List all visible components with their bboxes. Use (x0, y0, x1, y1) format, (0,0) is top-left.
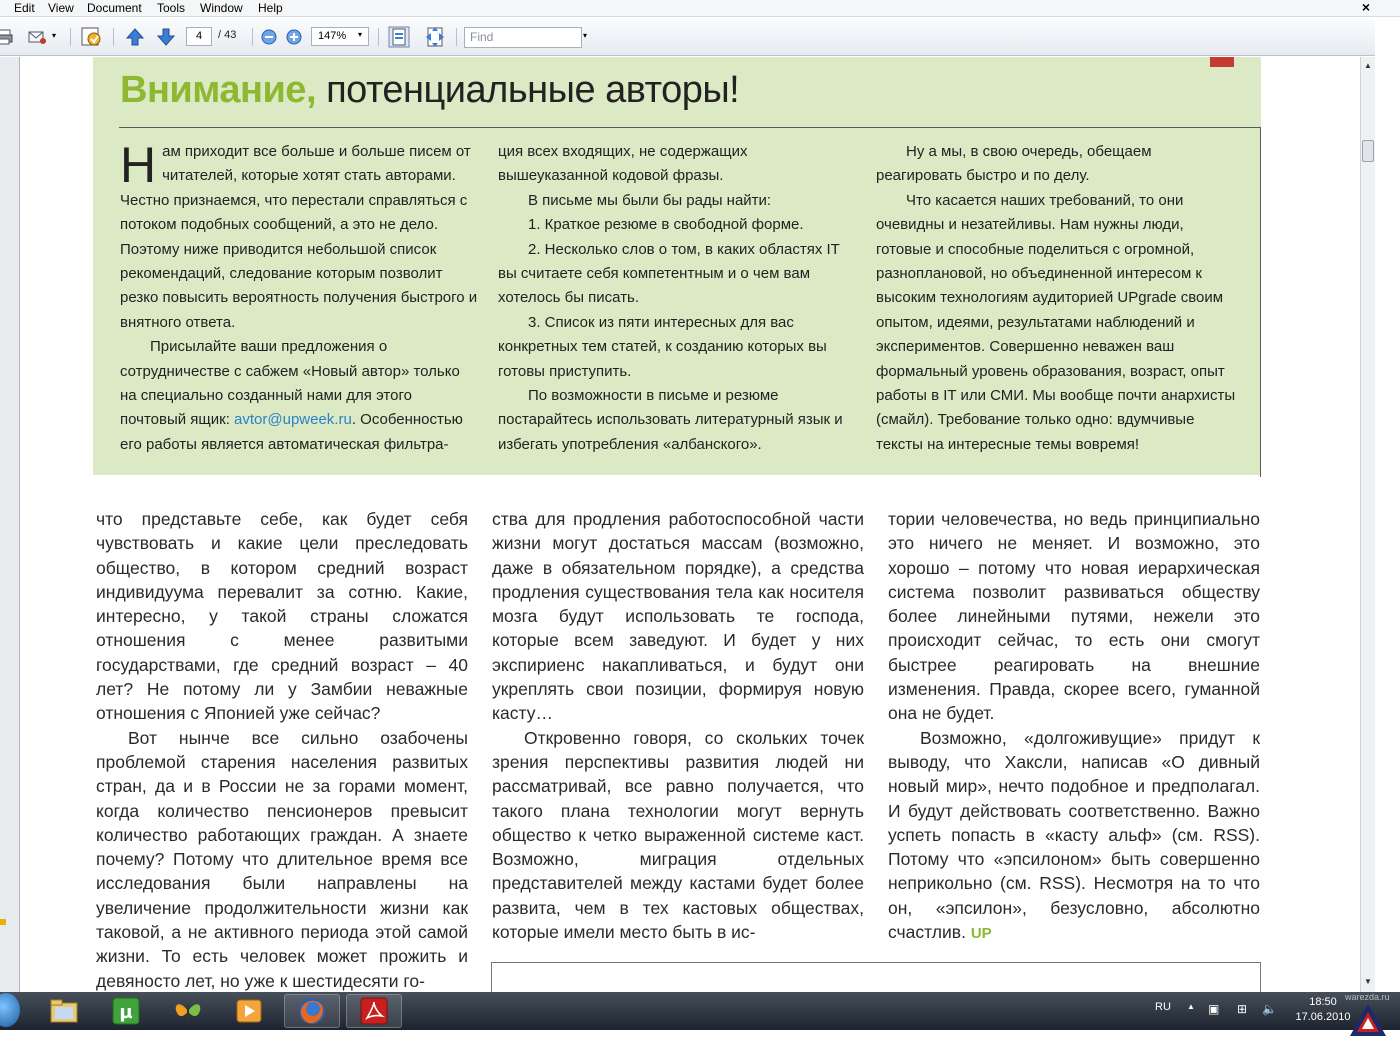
menu-view[interactable]: View (48, 1, 74, 15)
scroll-down-icon[interactable]: ▼ (1364, 977, 1372, 986)
separator (252, 28, 253, 46)
headline-text: потенциальные авторы! (316, 69, 740, 111)
zoom-dropdown-icon[interactable]: ▾ (358, 30, 363, 39)
scroll-up-icon[interactable]: ▲ (1364, 61, 1372, 70)
drop-cap: Н (120, 137, 157, 193)
taskbar (0, 992, 1400, 1030)
fit-page-icon[interactable] (387, 26, 411, 48)
box-col1-paragraph: ам приходит все больше и больше писем от читателей, которые хотят стать авторами. Честно признаемся, что перестали справляться с потоком подобных сообщений, а это не дело. Поэтому ниже приводится небольшой список рекомендаций, следование которым позволит резко повысить вероятность получения быстрого и внятного ответа. (120, 143, 478, 331)
clock[interactable] (1293, 995, 1353, 1025)
fit-width-icon[interactable] (423, 26, 447, 48)
clock-time: 18:50 (1309, 996, 1337, 1008)
butterfly-app-icon[interactable] (160, 994, 216, 1028)
body-paragraph: Возможно, «долгоживущие» придут к выводу, что Хаксли, написав «О дивный новый мир», нечто подобное и предполагал. И будут действовать соответственно. Важно успеть попасть в «касту альф» (см. RSS). Потому что «эпсилоном» быть совершенно неприкольно (см. RSS). Несмотря на то что он, «эпсилон», безусловно, абсолютно счастлив. (888, 727, 1260, 943)
separator (70, 28, 71, 46)
email-link[interactable]: avtor@upweek.ru (234, 411, 352, 429)
printer-icon[interactable] (0, 26, 14, 48)
box-column-2 (498, 140, 854, 457)
menu-help[interactable]: Help (258, 1, 283, 15)
comment-marker (0, 919, 6, 925)
watermark-text: warezda.ru (1345, 992, 1390, 1002)
headline-accent: Внимание, (120, 69, 317, 111)
body-column-1 (96, 507, 468, 992)
body-column-3 (888, 507, 1260, 946)
tray-expand-icon[interactable]: ▲ (1187, 1002, 1195, 1011)
email-icon[interactable] (26, 26, 48, 48)
document-view[interactable] (21, 57, 1360, 992)
find-input[interactable]: Find (464, 27, 582, 48)
navigation-panel-edge[interactable] (0, 57, 20, 992)
section-tag (1210, 57, 1234, 67)
article-headline (120, 69, 739, 112)
arrow-up-icon[interactable] (124, 26, 146, 48)
box-col2-paragraph: В письме мы были бы рады найти: (528, 191, 772, 209)
inset-box (491, 962, 1261, 992)
box-col2-paragraph: 3. Список из пяти интересных для вас конкретных тем статей, к созданию которых вы готовы приступить. (498, 313, 827, 380)
media-player-icon[interactable] (221, 994, 277, 1028)
body-paragraph: Откровенно говоря, со скольких точек зрения перспективы развития людей ни рассматривай, все равно получается, что такого плана технологии могут вернуть общество к четко выраженной системе каст. Возможно, миграция отдельных представителей между кастами будет более развита, чем в тех кастовых обществах, которые имели место быть в ис- (492, 727, 864, 943)
box-col1-paragraph: . Особенностью его работы является автоматическая фильтра- (120, 411, 463, 453)
clock-date: 17.06.2010 (1295, 1011, 1351, 1023)
box-col2-paragraph: 2. Несколько слов о том, в каких областях IT вы считаете себя компетентным и о чем вам хотелось бы писать. (498, 240, 840, 307)
box-col2-paragraph: ция всех входящих, не содержащих вышеуказанной кодовой фразы. (498, 143, 748, 185)
box-col1-paragraph: Присылайте ваши предложения о сотрудничестве с сабжем «Новый автор» только на специально созданный нами для этого почтовый ящик: (120, 338, 460, 429)
body-paragraph: тории человечества, но ведь принципиально это ничего не меняет. И возможно, это хорошо – потому что новая иерархическая система позволит развиваться обществу более линейными путями, нежели это происходит сейчас, то есть они смогут быстрее реагировать на внешние изменения. Правда, скорее всего, гуманной она не будет. (888, 509, 1260, 724)
volume-icon[interactable]: 🔈 (1262, 1002, 1277, 1016)
toolbar (0, 18, 1375, 56)
separator (378, 28, 379, 46)
page-total: / 43 (218, 29, 237, 41)
box-col2-paragraph: По возможности в письме и резюме постарайтесь использовать литературный язык и избегать употребления «албанского». (498, 387, 843, 453)
zoom-in-icon[interactable] (285, 26, 303, 48)
separator (113, 28, 114, 46)
page-number-input[interactable]: 4 (186, 27, 212, 46)
explorer-icon[interactable] (36, 994, 92, 1028)
scrollbar-thumb[interactable] (1362, 140, 1374, 162)
find-dropdown-icon[interactable]: ▾ (583, 31, 588, 40)
body-paragraph: что представьте себе, как будет себя чувствовать и какие цели преследовать общество, в котором средний возраст индивидуума перевалит за сотню. Какие, интересно, у такой страны сложатся отношения с менее развитыми государствами, где средний возраст – 40 лет? Не потому ли у Замбии неважные отношения с Японией уже сейчас? (96, 509, 468, 724)
box-column-1 (120, 137, 480, 457)
svg-text:µ: µ (119, 1002, 133, 1023)
start-button[interactable] (0, 993, 20, 1027)
close-document-icon[interactable]: × (1361, 0, 1370, 15)
box-col3-paragraph: Ну а мы, в свою очередь, обещаем реагировать быстро и по делу. (876, 143, 1152, 185)
email-dropdown-icon[interactable]: ▾ (52, 31, 57, 40)
menu-window[interactable]: Window (200, 1, 243, 15)
end-mark: UP (970, 925, 992, 943)
screen-bottom (0, 1030, 1400, 1050)
box-col2-paragraph: 1. Краткое резюме в свободной форме. (528, 216, 804, 234)
utorrent-icon[interactable] (98, 994, 154, 1028)
tool-icon[interactable] (78, 26, 104, 48)
network-icon[interactable]: ⊞ (1237, 1002, 1248, 1016)
menu-bar (0, 0, 1400, 17)
menu-document[interactable]: Document (87, 1, 142, 15)
arrow-down-icon[interactable] (155, 26, 177, 48)
vertical-scrollbar[interactable] (1360, 57, 1375, 992)
firefox-icon[interactable] (284, 994, 340, 1028)
body-column-2 (492, 507, 864, 944)
language-indicator[interactable]: RU (1155, 1001, 1171, 1013)
zoom-level-input[interactable]: 147% (311, 27, 369, 46)
body-paragraph: Вот нынче все сильно озабочены проблемой старения населения развитых стран, да и в России не за горами момент, когда количество пенсионеров превысит количество работающих граждан. А знаете почему? Потому что длительное время все исследования были направлены на увеличение продолжительности жизни как таковой, а не активного периода этой самой жизни. То есть человек может прожить и девяносто лет, но уже к шестидесяти го- (96, 727, 468, 991)
acrobat-reader-icon[interactable] (346, 994, 402, 1028)
box-col3-paragraph: Что касается наших требований, то они очевидны и незатейливы. Нам нужны люди, готовые и способные поделиться с огромной, разноплановой, но объединенной интересом к высоким технологиям аудиторией UPgrade своим опытом, идеями, результатами наблюдений и экспериментов. Совершенно неважен ваш формальный уровень образования, возраст, опыт работы в IT или СМИ. Мы вообще почти анархисты (смайл). Требование только одно: вдумчивые тексты на интересные темы вовремя! (876, 191, 1236, 453)
separator (456, 28, 457, 46)
body-paragraph: ства для продления работоспособной части жизни могут достаться массам (возможно, даже в обязательном порядке), а средства продления существования тела как носителя мозга будут использовать те господа, которые всем заведуют. И будет у них экспириенс накапливаться, и будут они укреплять свои позиции, формируя новую касту… (492, 509, 864, 724)
watermark-logo-icon (1348, 1002, 1388, 1043)
menu-edit[interactable]: Edit (14, 1, 35, 15)
box-column-3 (876, 140, 1236, 457)
zoom-out-icon[interactable] (260, 26, 278, 48)
tray-app-icon[interactable]: ▣ (1208, 1002, 1220, 1016)
menu-tools[interactable]: Tools (157, 1, 186, 15)
